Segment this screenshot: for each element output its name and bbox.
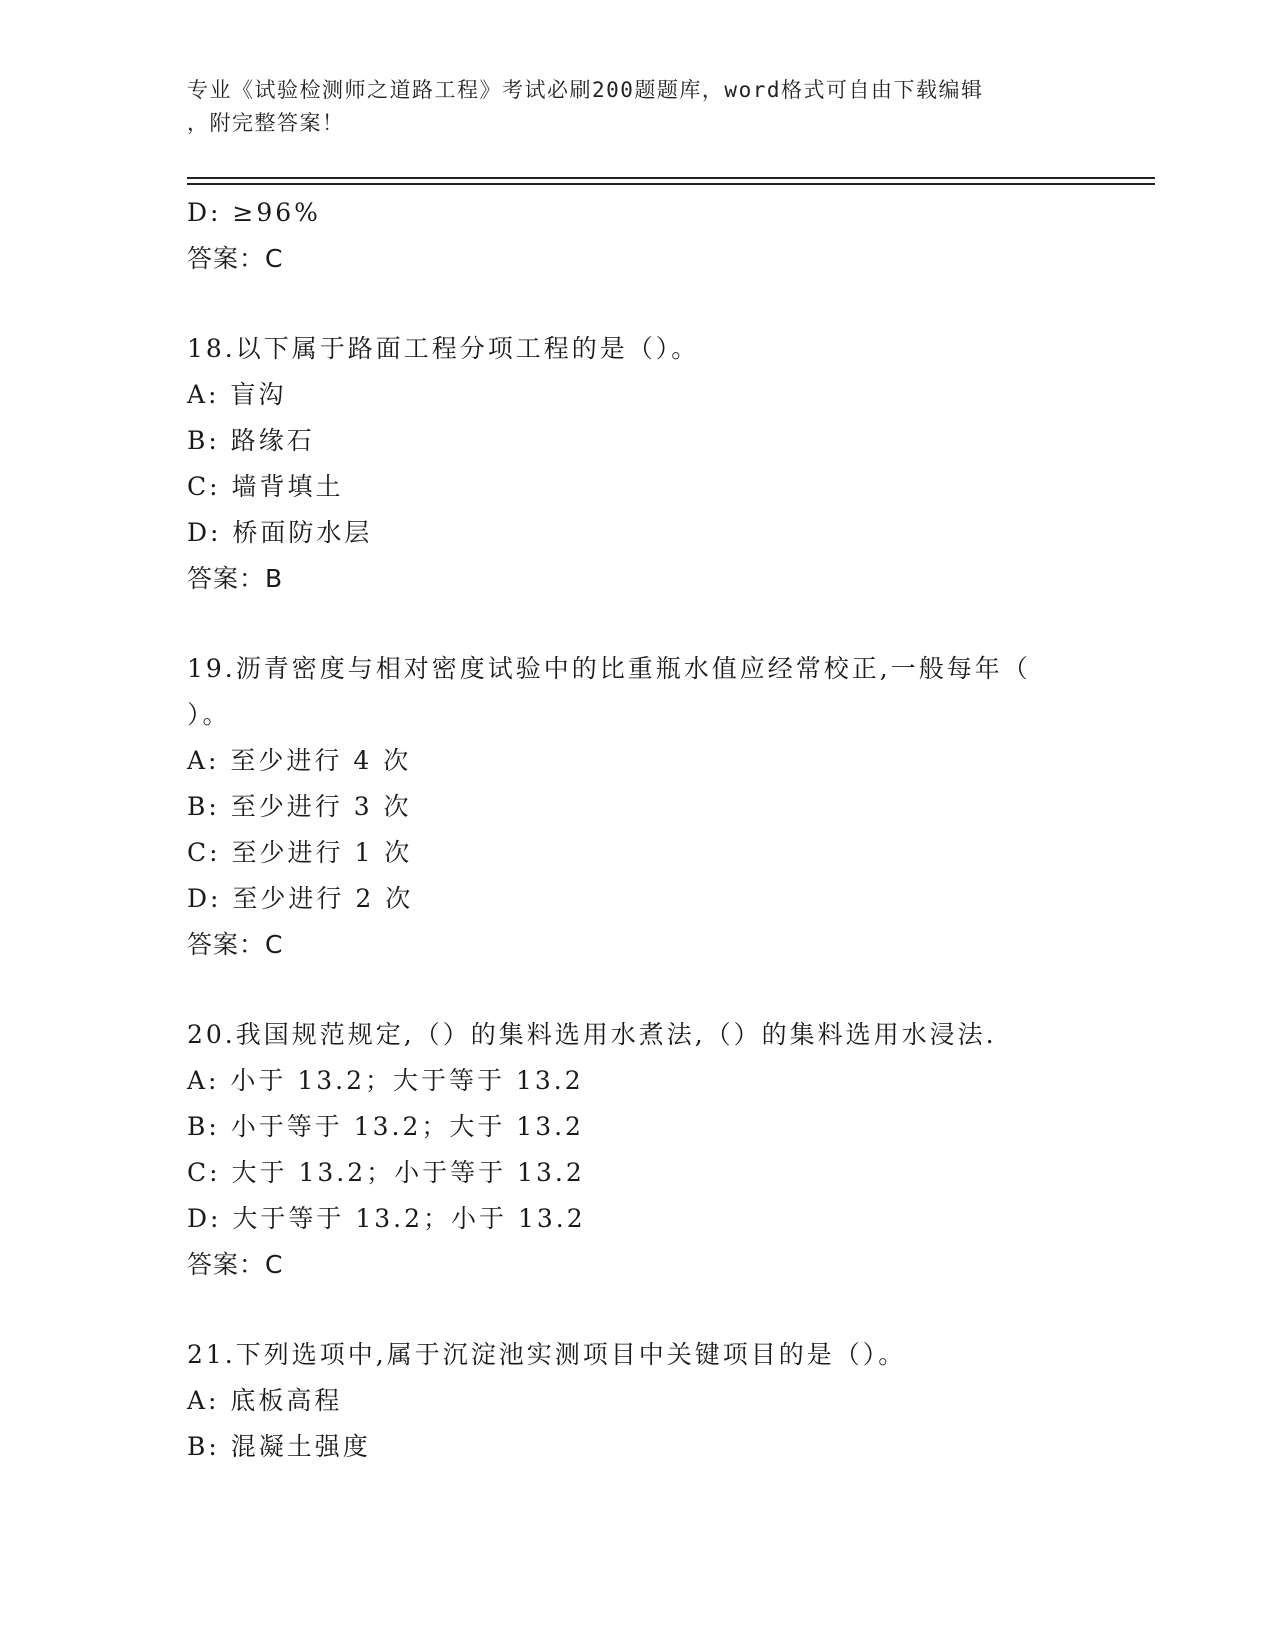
question-20-option-c: C: 大于 13.2；小于等于 13.2 [187, 1158, 585, 1187]
header-divider-top [187, 177, 1155, 179]
question-18-stem: 18.以下属于路面工程分项工程的是（）。 [187, 334, 700, 363]
header-line-1: 专业《试验检测师之道路工程》考试必刷200题题库，word格式可自由下载编辑 [187, 78, 984, 102]
question-20-option-d: D: 大于等于 13.2；小于 13.2 [187, 1204, 586, 1233]
answer-line: 答案：C [187, 244, 284, 273]
question-19-option-b: B: 至少进行 3 次 [187, 792, 412, 821]
question-19-option-d: D: 至少进行 2 次 [187, 884, 414, 913]
question-21-option-a: A: 底板高程 [187, 1386, 343, 1415]
question-19-answer: 答案：C [187, 930, 284, 959]
header-line-2: ，附完整答案！ [187, 111, 345, 135]
question-18-option-a: A: 盲沟 [187, 380, 287, 409]
question-20-option-a: A: 小于 13.2；大于等于 13.2 [187, 1066, 584, 1095]
question-21-stem: 21.下列选项中,属于沉淀池实测项目中关键项目的是（）。 [187, 1340, 907, 1369]
question-19-option-c: C: 至少进行 1 次 [187, 838, 413, 867]
option-d: D: ≥96% [187, 198, 321, 227]
question-21-option-b: B: 混凝土强度 [187, 1432, 371, 1461]
document-header [187, 74, 1067, 140]
question-20-stem: 20.我国规范规定,（）的集料选用水煮法,（）的集料选用水浸法. [187, 1020, 997, 1049]
header-divider-bottom [187, 183, 1155, 185]
question-19-option-a: A: 至少进行 4 次 [187, 746, 412, 775]
question-18-answer: 答案：B [187, 564, 284, 593]
question-19-stem-line-2: ）。 [187, 700, 231, 729]
question-20-answer: 答案：C [187, 1250, 284, 1279]
question-18-option-c: C: 墙背填土 [187, 472, 344, 501]
question-20-option-b: B: 小于等于 13.2；大于 13.2 [187, 1112, 584, 1141]
question-18-option-d: D: 桥面防水层 [187, 518, 373, 547]
question-18-option-b: B: 路缘石 [187, 426, 315, 455]
document-body [187, 190, 1087, 1470]
question-19-stem-line-1: 19.沥青密度与相对密度试验中的比重瓶水值应经常校正,一般每年（ [187, 654, 1031, 683]
